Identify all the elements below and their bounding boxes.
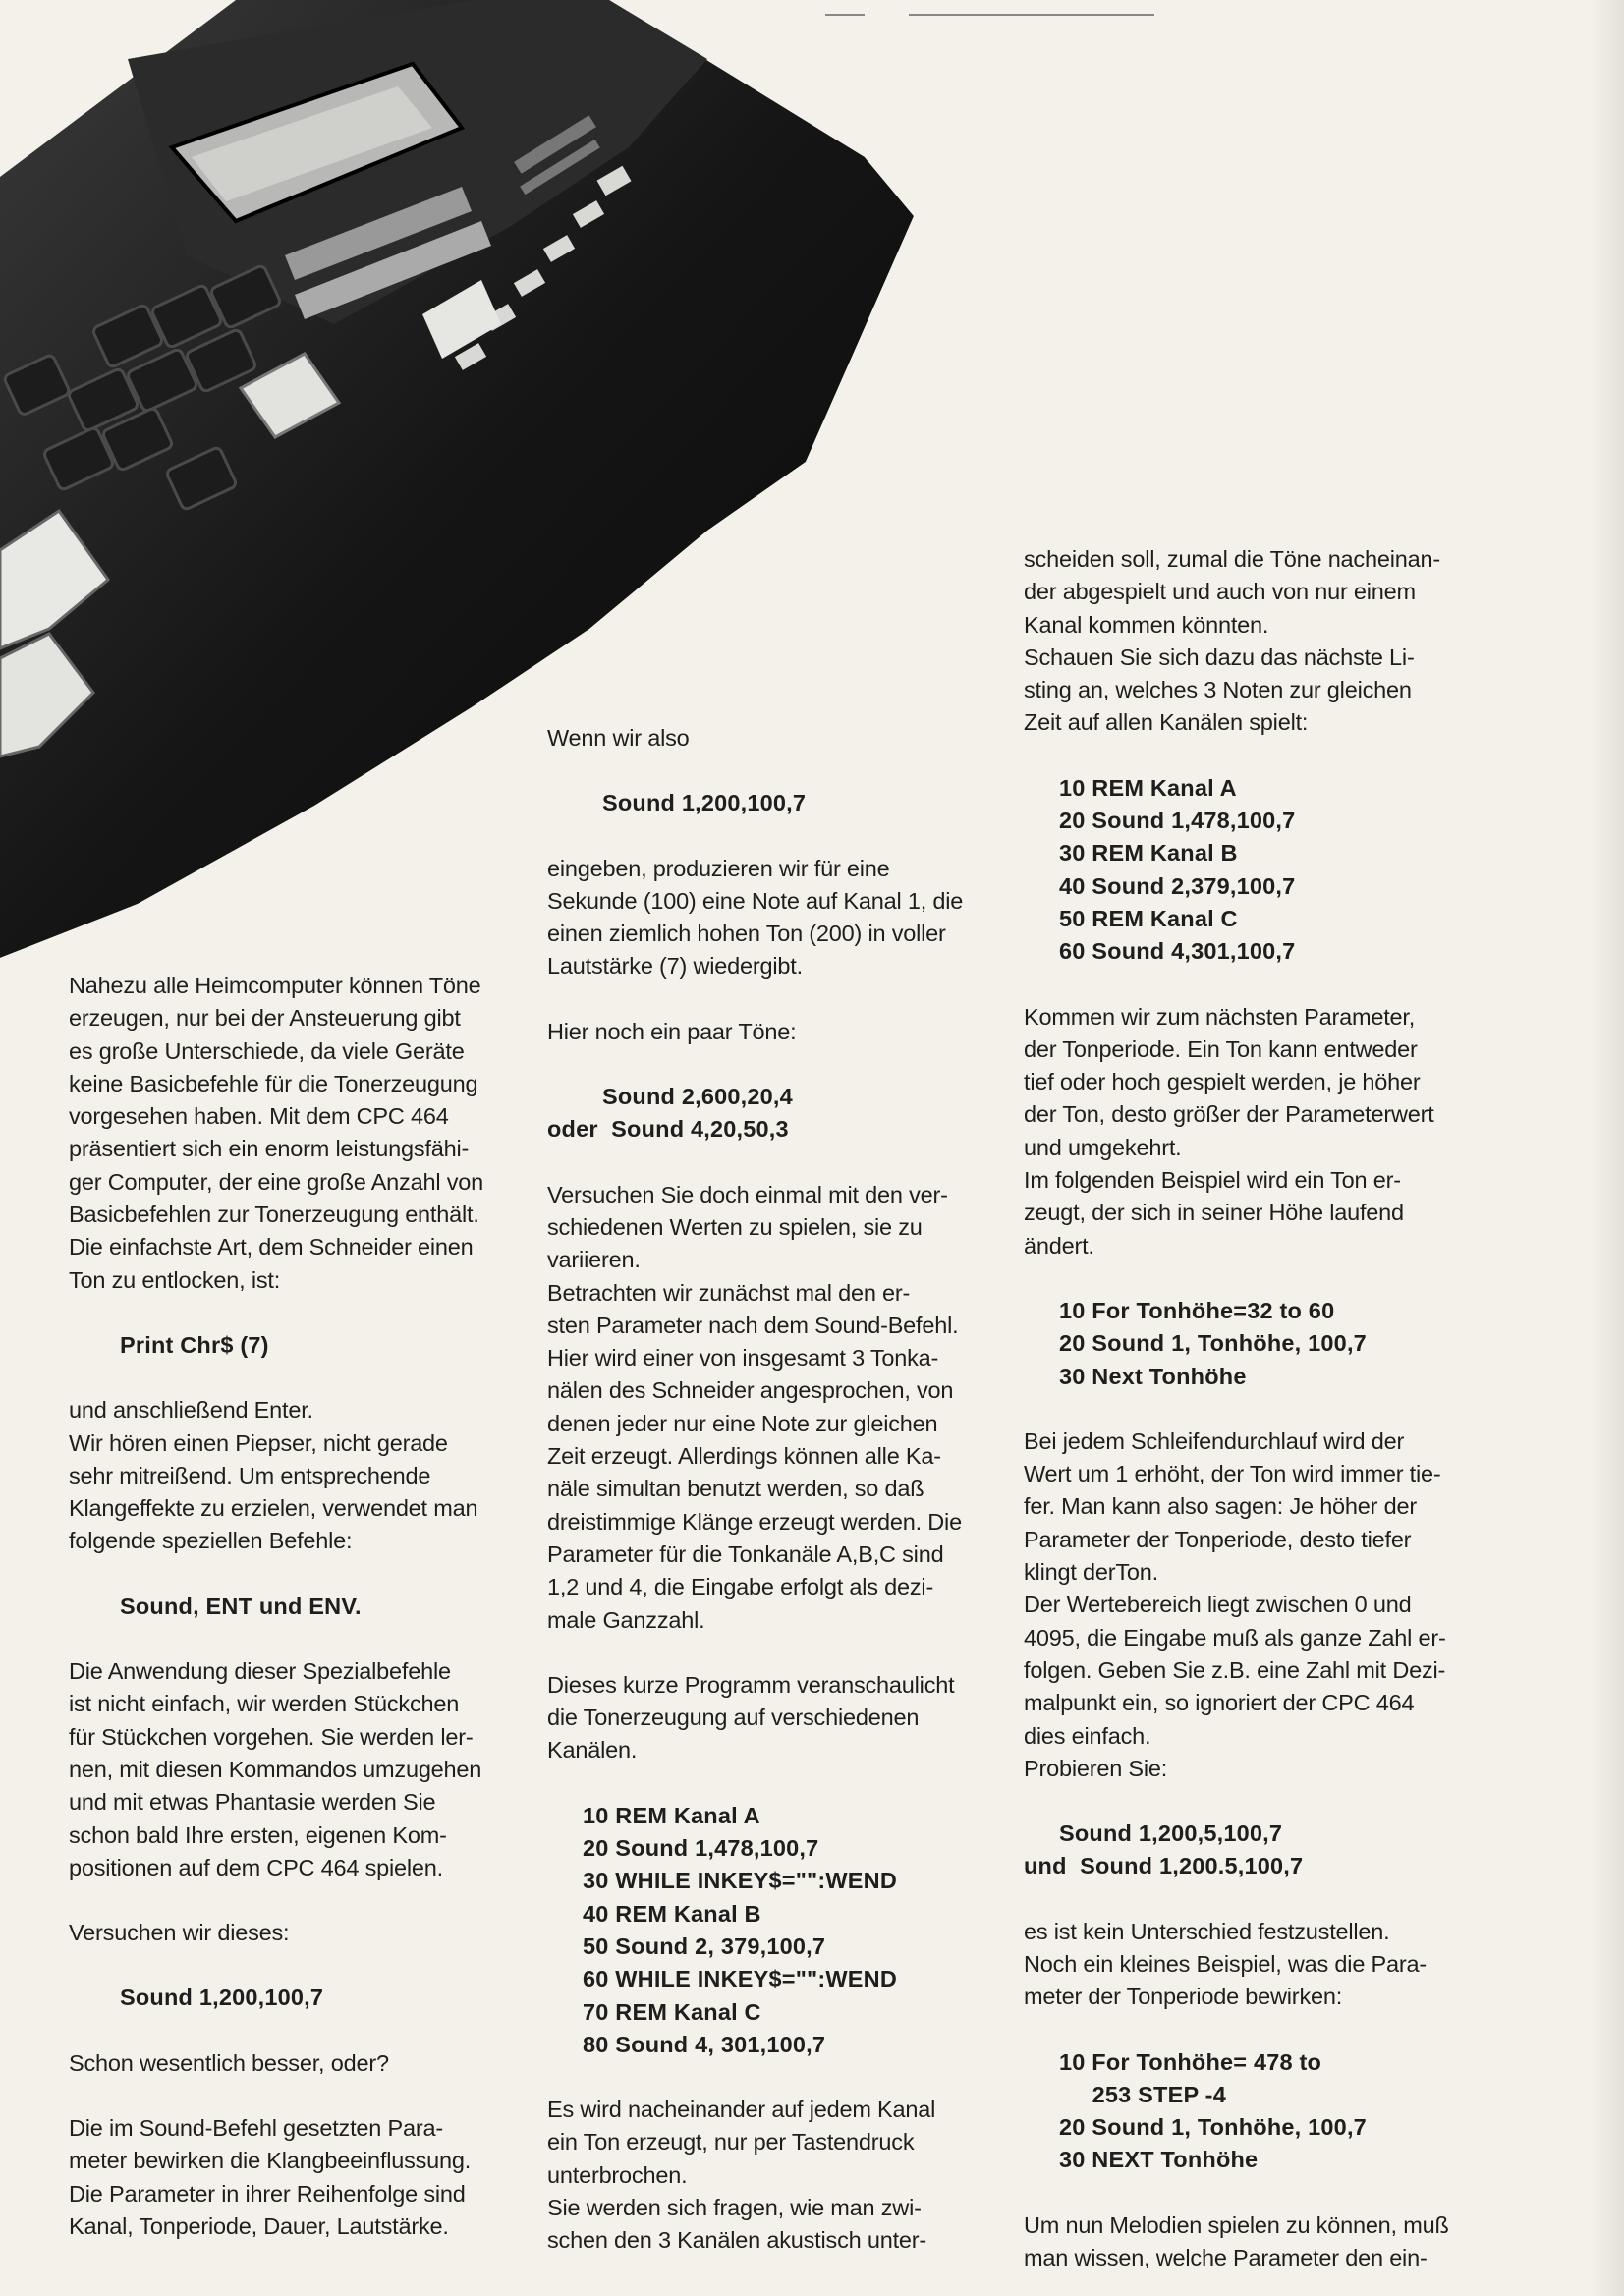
paragraph: nen, mit diesen Kommandos umzugehen (69, 1756, 482, 1782)
paragraph: Parameter für die Tonkanäle A,B,C sind (547, 1540, 944, 1567)
paragraph: Zeit auf allen Kanälen spielt: (1024, 709, 1309, 736)
paragraph: Zeit erzeugt. Allerdings können alle Ka- (547, 1443, 941, 1470)
text-column-right (1024, 543, 1476, 2274)
paragraph: Die im Sound-Befehl gesetzten Para- (69, 2115, 443, 2142)
paragraph: Lautstärke (7) wiedergibt. (547, 953, 803, 980)
code-line: und Sound 1,200.5,100,7 (1024, 1853, 1304, 1879)
paragraph: Kanal, Tonperiode, Dauer, Lautstärke. (69, 2212, 449, 2239)
paragraph: Die Parameter in ihrer Reihenfolge sind (69, 2180, 466, 2207)
code-line: oder Sound 4,20,50,3 (547, 1116, 789, 1143)
text-column-middle (547, 722, 993, 2258)
paragraph: Sekunde (100) eine Note auf Kanal 1, die (547, 887, 964, 914)
paragraph: ist nicht einfach, wir werden Stückchen (69, 1691, 460, 1717)
paragraph: Parameter der Tonperiode, desto tiefer (1024, 1526, 1412, 1552)
paragraph: ger Computer, der eine große Anzahl von (69, 1168, 483, 1195)
paragraph: Wenn wir also (547, 725, 690, 751)
paragraph: Kommen wir zum nächsten Parameter, (1024, 1003, 1416, 1030)
paragraph: Kanälen. (547, 1737, 638, 1764)
code-line: 20 Sound 1,478,100,7 (583, 1835, 819, 1862)
paragraph: Basicbefehlen zur Tonerzeugung enthält. (69, 1202, 479, 1228)
paragraph: schen den 3 Kanälen akustisch unter- (547, 2227, 927, 2254)
paragraph: der Tonperiode. Ein Ton kann entweder (1024, 1036, 1418, 1062)
paragraph: Versuchen wir dieses: (69, 1920, 290, 1946)
paragraph: Es wird nacheinander auf jedem Kanal (547, 2097, 936, 2123)
paragraph: Im folgenden Beispiel wird ein Ton er- (1024, 1167, 1401, 1194)
code-line: 10 For Tonhöhe=32 to 60 (1059, 1297, 1335, 1323)
paragraph: ändert. (1024, 1232, 1094, 1259)
code-line: 10 REM Kanal A (583, 1802, 760, 1828)
paragraph: Ton zu entlocken, ist: (69, 1266, 281, 1293)
paragraph: zeugt, der sich in seiner Höhe laufend (1024, 1200, 1404, 1226)
paragraph: Noch ein kleines Beispiel, was die Para- (1024, 1950, 1427, 1977)
paragraph: meter bewirken die Klangbeeinflussung. (69, 2148, 472, 2174)
code-line: 30 NEXT Tonhöhe (1059, 2147, 1259, 2173)
paragraph: sehr mitreißend. Um entsprechende (69, 1462, 431, 1488)
paragraph: Versuchen Sie doch einmal mit den ver- (547, 1181, 948, 1207)
paragraph: und mit etwas Phantasie werden Sie (69, 1789, 436, 1816)
code-line: 20 Sound 1,478,100,7 (1059, 808, 1296, 834)
paragraph: der abgespielt und auch von nur einem (1024, 579, 1416, 605)
code-line: 20 Sound 1, Tonhöhe, 100,7 (1059, 2114, 1367, 2141)
paragraph: Schauen Sie sich dazu das nächste Li- (1024, 644, 1415, 670)
paragraph: präsentiert sich ein enorm leistungsfähi- (69, 1136, 470, 1162)
paragraph: Die Anwendung dieser Spezialbefehle (69, 1658, 451, 1685)
paragraph: Bei jedem Schleifendurchlauf wird der (1024, 1428, 1405, 1454)
paragraph: und umgekehrt. (1024, 1134, 1182, 1160)
code-line: 50 Sound 2, 379,100,7 (583, 1932, 826, 1959)
paragraph: Die einfachste Art, dem Schneider einen (69, 1234, 474, 1260)
code-line: 30 Next Tonhöhe (1059, 1363, 1247, 1389)
paragraph: für Stückchen vorgehen. Sie werden ler- (69, 1723, 474, 1750)
paragraph: Hier noch ein paar Töne: (547, 1018, 797, 1044)
page-spine-shadow (1589, 0, 1624, 2296)
paragraph: dies einfach. (1024, 1722, 1151, 1749)
paragraph: näle simultan benutzt werden, so daß (547, 1476, 924, 1502)
paragraph: Wir hören einen Piepser, nicht gerade (69, 1429, 448, 1456)
code-line: 70 REM Kanal C (583, 1998, 761, 2025)
paragraph: sten Parameter nach dem Sound-Befehl. (547, 1312, 959, 1338)
code-line: Print Chr$ (7) (120, 1331, 269, 1358)
paragraph: es große Unterschiede, da viele Geräte (69, 1037, 465, 1064)
paragraph: eingeben, produzieren wir für eine (547, 855, 890, 881)
paragraph: ein Ton erzeugt, nur per Tastendruck (547, 2129, 915, 2156)
code-line: 30 REM Kanal B (1059, 840, 1238, 867)
code-line: 30 WHILE INKEY$="":WEND (583, 1868, 898, 1894)
paragraph: und anschließend Enter. (69, 1397, 313, 1424)
paragraph: keine Basicbefehle für die Tonerzeugung (69, 1070, 478, 1096)
paragraph: nälen des Schneider angesprochen, von (547, 1377, 954, 1404)
paragraph: Wert um 1 erhöht, der Ton wird immer tie- (1024, 1461, 1441, 1487)
paragraph: erzeugen, nur bei der Ansteuerung gibt (69, 1005, 461, 1032)
paragraph: dreistimmige Klänge erzeugt werden. Die (547, 1508, 962, 1535)
paragraph: Sie werden sich fragen, wie man zwi- (547, 2194, 922, 2220)
paragraph: positionen auf dem CPC 464 spielen. (69, 1854, 443, 1880)
paragraph: variieren. (547, 1247, 641, 1273)
paragraph: Kanal kommen könnten. (1024, 611, 1269, 638)
paragraph: meter der Tonperiode bewirken: (1024, 1984, 1343, 2010)
paragraph: Der Wertebereich liegt zwischen 0 und (1024, 1592, 1412, 1618)
paragraph: schiedenen Werten zu spielen, sie zu (547, 1213, 923, 1240)
paragraph: Dieses kurze Programm veranschaulicht (547, 1671, 955, 1698)
code-line: 60 WHILE INKEY$="":WEND (583, 1966, 898, 1992)
code-line: Sound 1,200,5,100,7 (1059, 1820, 1283, 1847)
code-line: Sound 1,200,100,7 (602, 790, 807, 816)
code-line: Sound 1,200,100,7 (120, 1985, 324, 2011)
code-line: 40 Sound 2,379,100,7 (1059, 872, 1296, 899)
paragraph: sting an, welches 3 Noten zur gleichen (1024, 677, 1412, 703)
paragraph: tief oder hoch gespielt werden, je höher (1024, 1069, 1421, 1095)
paragraph: schon bald Ihre ersten, eigenen Kom- (69, 1821, 447, 1848)
code-line: Sound, ENT und ENV. (120, 1593, 362, 1619)
code-line: 40 REM Kanal B (583, 1900, 761, 1927)
paragraph: male Ganzzahl. (547, 1606, 705, 1633)
paragraph: Nahezu alle Heimcomputer können Töne (69, 973, 481, 998)
paragraph: Hier wird einer von insgesamt 3 Tonka- (547, 1345, 939, 1372)
code-line: 60 Sound 4,301,100,7 (1059, 938, 1296, 965)
code-line: 10 REM Kanal A (1059, 774, 1237, 801)
paragraph: 1,2 und 4, die Eingabe erfolgt als dezi- (547, 1574, 934, 1600)
paragraph: Betrachten wir zunächst mal den er- (547, 1279, 911, 1306)
paragraph: folgende speziellen Befehle: (69, 1528, 353, 1554)
paragraph: Klangeffekte zu erzielen, verwendet man (69, 1495, 478, 1522)
paragraph: unterbrochen. (547, 2161, 688, 2188)
code-line: 10 For Tonhöhe= 478 to (1059, 2048, 1322, 2075)
paragraph: malpunkt ein, so ignoriert der CPC 464 (1024, 1690, 1415, 1716)
paragraph: man wissen, welche Parameter den ein- (1024, 2245, 1428, 2271)
paragraph: 4095, die Eingabe muß als ganze Zahl er- (1024, 1624, 1446, 1651)
paragraph: klingt derTon. (1024, 1559, 1158, 1586)
paragraph: folgen. Geben Sie z.B. eine Zahl mit Dezi- (1024, 1656, 1446, 1683)
code-line: Sound 2,600,20,4 (602, 1084, 793, 1110)
paragraph: denen jeder nur eine Note zur gleichen (547, 1410, 938, 1436)
paragraph: einen ziemlich hohen Ton (200) in voller (547, 921, 946, 947)
code-line: 253 STEP -4 (1059, 2081, 1226, 2107)
paragraph: Probieren Sie: (1024, 1755, 1168, 1781)
paragraph: Um nun Melodien spielen zu können, muß (1024, 2212, 1449, 2238)
paragraph: Schon wesentlich besser, oder? (69, 2049, 389, 2076)
paragraph: vorgesehen haben. Mit dem CPC 464 (69, 1103, 449, 1130)
code-line: 20 Sound 1, Tonhöhe, 100,7 (1059, 1330, 1367, 1357)
code-line: 50 REM Kanal C (1059, 905, 1238, 931)
paragraph: die Tonerzeugung auf verschiedenen (547, 1705, 920, 1731)
paragraph: es ist kein Unterschied festzustellen. (1024, 1918, 1390, 1944)
paragraph: scheiden soll, zumal die Töne nacheinan- (1024, 546, 1440, 572)
paragraph: der Ton, desto größer der Parameterwert (1024, 1101, 1434, 1128)
top-rule (909, 14, 1154, 16)
paragraph: fer. Man kann also sagen: Je höher der (1024, 1493, 1417, 1520)
code-line: 80 Sound 4, 301,100,7 (583, 2031, 826, 2057)
text-column-left (69, 970, 558, 2243)
